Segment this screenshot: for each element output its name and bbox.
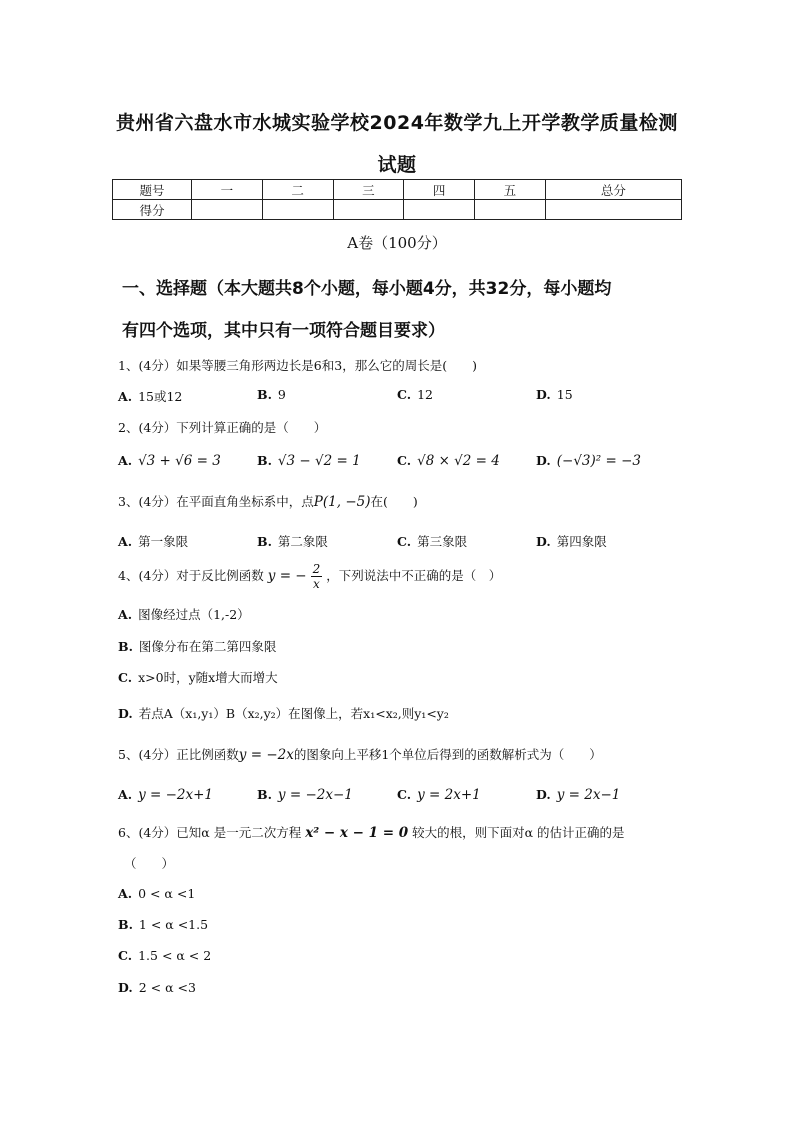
q3-option-d[interactable]: D. 第四象限 (536, 534, 607, 549)
score-table (112, 179, 682, 220)
q4-option-c[interactable]: C. x>0时，y随x增大而增大 (118, 670, 278, 685)
question-1-stem: 1、(4分）如果等腰三角形两边长是6和3，那么它的周长是( ) (118, 358, 477, 373)
score-header-row (113, 180, 682, 200)
q6-option-b[interactable]: B. 1 < α <1.5 (118, 917, 209, 932)
table-cell: 题号 (113, 180, 192, 200)
point-p: P(1, −5) (313, 494, 371, 510)
quadratic-equation: x² − x − 1 = 0 (305, 825, 409, 841)
score-input-cell[interactable] (262, 200, 333, 220)
q5-option-d[interactable]: D. y = 2x−1 (536, 787, 621, 803)
function-expression: y = −2x (238, 747, 294, 763)
q1-option-a[interactable]: A. 15或12 (118, 389, 183, 404)
score-input-cell[interactable] (192, 200, 263, 220)
q6-option-c[interactable]: C. 1.5 < α < 2 (118, 948, 212, 963)
q4-option-d[interactable]: D. 若点A（x₁,y₁）B（x₂,y₂）在图像上，若x₁<x₂,则y₁<y₂ (118, 706, 449, 721)
table-cell: 得分 (113, 200, 192, 220)
function-lhs: y = − (267, 568, 307, 584)
section-heading: 一、选择题（本大题共8个小题，每小题4分，共32分，每小题均 (122, 279, 612, 299)
score-value-row (113, 200, 682, 220)
table-cell: 三 (333, 180, 404, 200)
q5-option-c[interactable]: C. y = 2x+1 (397, 787, 481, 803)
q2-option-d[interactable]: D. (−√3)² = −3 (536, 453, 641, 469)
q1-option-d[interactable]: D. 15 (536, 387, 573, 402)
section-a-heading: A卷（100分） (347, 234, 447, 252)
exam-title: 贵州省六盘水市水城实验学校2024年数学九上开学教学质量检测 (116, 112, 678, 134)
question-5-stem: 5、(4分）正比例函数y = −2x的图象向上平移1个单位后得到的函数解析式为（ ） (118, 747, 602, 763)
question-3-stem: 3、(4分）在平面直角坐标系中，点P(1, −5)在( ) (118, 494, 418, 510)
q1-option-c[interactable]: C. 12 (397, 387, 433, 402)
q1-option-b[interactable]: B. 9 (257, 387, 286, 402)
exam-title-line2: 试题 (377, 154, 417, 176)
q3-option-a[interactable]: A. 第一象限 (118, 534, 189, 549)
score-input-cell[interactable] (333, 200, 404, 220)
section-heading-line2: 有四个选项，其中只有一项符合题目要求） (122, 321, 445, 341)
q5-option-a[interactable]: A. y = −2x+1 (118, 787, 213, 803)
fraction: $\frac{2}{x}$ (312, 562, 321, 591)
question-6-stem: 6、(4分）已知α 是一元二次方程 x² − x − 1 = 0 较大的根，则下面对α 的估计正确的是 (118, 825, 625, 841)
q6-option-d[interactable]: D. 2 < α <3 (118, 980, 196, 995)
score-input-cell[interactable] (545, 200, 681, 220)
table-cell: 四 (404, 180, 475, 200)
question-2-stem: 2、(4分）下列计算正确的是（ ） (118, 420, 327, 435)
question-6-stem-line2: （ ） (124, 856, 175, 871)
q6-option-a[interactable]: A. 0 < α <1 (118, 886, 196, 901)
score-input-cell[interactable] (475, 200, 546, 220)
q2-option-c[interactable]: C. √8 × √2 = 4 (397, 453, 500, 469)
q4-option-a[interactable]: A. 图像经过点（1,-2） (118, 607, 250, 622)
q2-option-b[interactable]: B. √3 − √2 = 1 (257, 453, 361, 469)
q5-option-b[interactable]: B. y = −2x−1 (257, 787, 353, 803)
question-4-stem: 4、(4分）对于反比例函数 y = − $\frac{2}{x}$ ，下列说法中不正确的是（ ） (118, 562, 502, 591)
table-cell: 总分 (545, 180, 681, 200)
score-input-cell[interactable] (404, 200, 475, 220)
q2-option-a[interactable]: A. √3 + √6 = 3 (118, 453, 221, 469)
table-cell: 五 (475, 180, 546, 200)
table-cell: 一 (192, 180, 263, 200)
q4-option-b[interactable]: B. 图像分布在第二第四象限 (118, 639, 277, 654)
table-cell: 二 (262, 180, 333, 200)
q3-option-b[interactable]: B. 第二象限 (257, 534, 328, 549)
q3-option-c[interactable]: C. 第三象限 (397, 534, 468, 549)
